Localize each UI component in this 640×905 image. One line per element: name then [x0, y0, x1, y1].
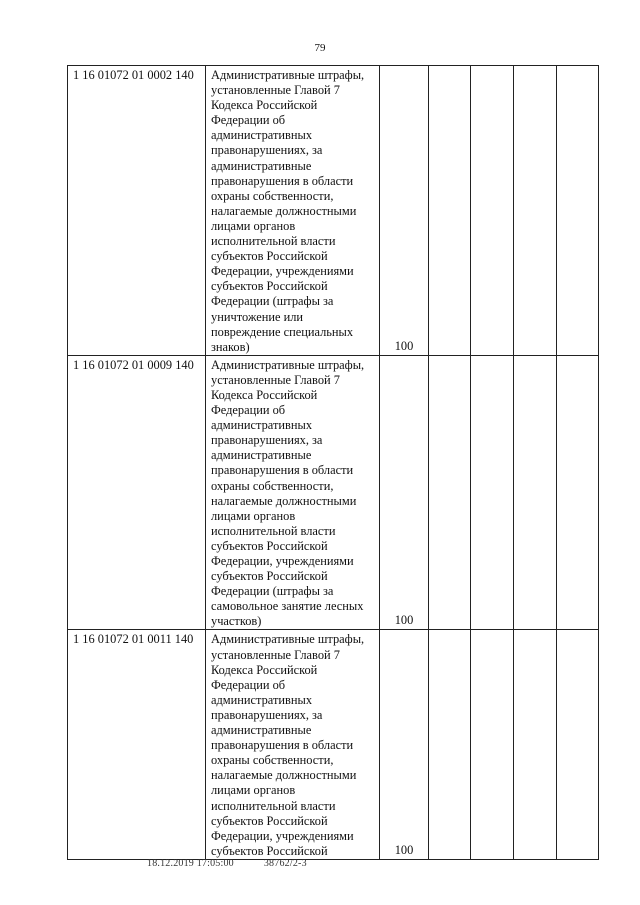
description-line: установленные Главой 7: [211, 372, 340, 387]
description-cell: [206, 355, 380, 630]
empty-cell: [514, 66, 557, 356]
empty-cell: [557, 66, 599, 356]
code-cell: 1 16 01072 01 0002 140: [68, 66, 206, 356]
description-line: налагаемые должностными: [211, 203, 357, 218]
description-line: административных: [211, 418, 313, 433]
description-line: административные: [211, 158, 312, 173]
empty-cell: [429, 355, 471, 630]
description-line: правонарушения в области: [211, 738, 354, 753]
description-line: знаков): [211, 339, 250, 354]
description-line: Административные штрафы,: [211, 68, 365, 82]
description-line: правонарушениях, за: [211, 707, 323, 722]
description-line: исполнительной власти: [211, 798, 336, 813]
description-line: административные: [211, 723, 312, 738]
description-line: Федерации об: [211, 677, 286, 692]
description-line: субъектов Российской: [211, 279, 328, 294]
table-row: [68, 66, 599, 356]
description-line: участков): [211, 614, 262, 629]
code-cell: 1 16 01072 01 0011 140: [68, 630, 206, 859]
description-line: исполнительной власти: [211, 523, 336, 538]
description-line: субъектов Российской: [211, 538, 328, 553]
description-line: правонарушениях, за: [211, 433, 323, 448]
description-line: Кодекса Российской: [211, 387, 318, 402]
description-line: Федерации, учреждениями: [211, 264, 354, 279]
table-row: [68, 630, 599, 859]
description-line: лицами органов: [211, 218, 296, 233]
budget-table: [67, 65, 599, 860]
description-line: лицами органов: [211, 783, 296, 798]
description-line: правонарушения в области: [211, 463, 354, 478]
description-line: налагаемые должностными: [211, 768, 357, 783]
description-line: установленные Главой 7: [211, 647, 340, 662]
description-line: исполнительной власти: [211, 234, 336, 249]
empty-cell: [471, 630, 514, 859]
description-line: Федерации об: [211, 113, 286, 128]
empty-cell: [514, 355, 557, 630]
description-line: Федерации (штрафы за: [211, 584, 334, 599]
description-line: самовольное занятие лесных: [211, 599, 364, 614]
empty-cell: [557, 355, 599, 630]
description-line: охраны собственности,: [211, 188, 334, 203]
description-line: лицами органов: [211, 508, 296, 523]
description-line: правонарушения в области: [211, 173, 354, 188]
description-line: административных: [211, 128, 313, 143]
empty-cell: [429, 630, 471, 859]
footer-stamp: [147, 858, 307, 869]
description-line: административные: [211, 448, 312, 463]
description-line: административных: [211, 692, 313, 707]
description-line: охраны собственности,: [211, 478, 334, 493]
footer-doc-id: 38762/2-3: [263, 858, 307, 869]
description-line: субъектов Российской: [211, 249, 328, 264]
description-line: установленные Главой 7: [211, 83, 340, 98]
value-cell: 100: [380, 630, 429, 859]
code-cell: 1 16 01072 01 0009 140: [68, 355, 206, 630]
description-line: субъектов Российской: [211, 843, 328, 858]
empty-cell: [557, 630, 599, 859]
description-line: налагаемые должностными: [211, 493, 357, 508]
description-line: Административные штрафы,: [211, 357, 365, 372]
empty-cell: [429, 66, 471, 356]
description-cell: [206, 630, 380, 859]
description-line: правонарушениях, за: [211, 143, 323, 158]
empty-cell: [514, 630, 557, 859]
page-number: 79: [314, 42, 326, 54]
footer-datetime: 18.12.2019 17:05:00: [147, 858, 234, 869]
description-line: Федерации (штрафы за: [211, 294, 334, 309]
description-line: Кодекса Российской: [211, 98, 318, 113]
description-line: Федерации об: [211, 403, 286, 418]
description-cell: [206, 66, 380, 356]
description-line: субъектов Российской: [211, 813, 328, 828]
description-line: Федерации, учреждениями: [211, 554, 354, 568]
description-text: [211, 68, 377, 355]
description-line: уничтожение или: [211, 309, 304, 324]
empty-cell: [471, 355, 514, 630]
description-line: Кодекса Российской: [211, 662, 318, 677]
value-cell: 100: [380, 355, 429, 630]
table-body: [68, 66, 599, 860]
description-text: [211, 632, 377, 858]
description-line: охраны собственности,: [211, 753, 334, 768]
description-line: Административные штрафы,: [211, 632, 365, 647]
description-line: субъектов Российской: [211, 569, 328, 584]
description-text: [211, 358, 377, 630]
value-cell: 100: [380, 66, 429, 356]
description-line: повреждение специальных: [211, 324, 354, 339]
table-row: [68, 355, 599, 630]
empty-cell: [471, 66, 514, 356]
description-line: Федерации, учреждениями: [211, 828, 354, 843]
